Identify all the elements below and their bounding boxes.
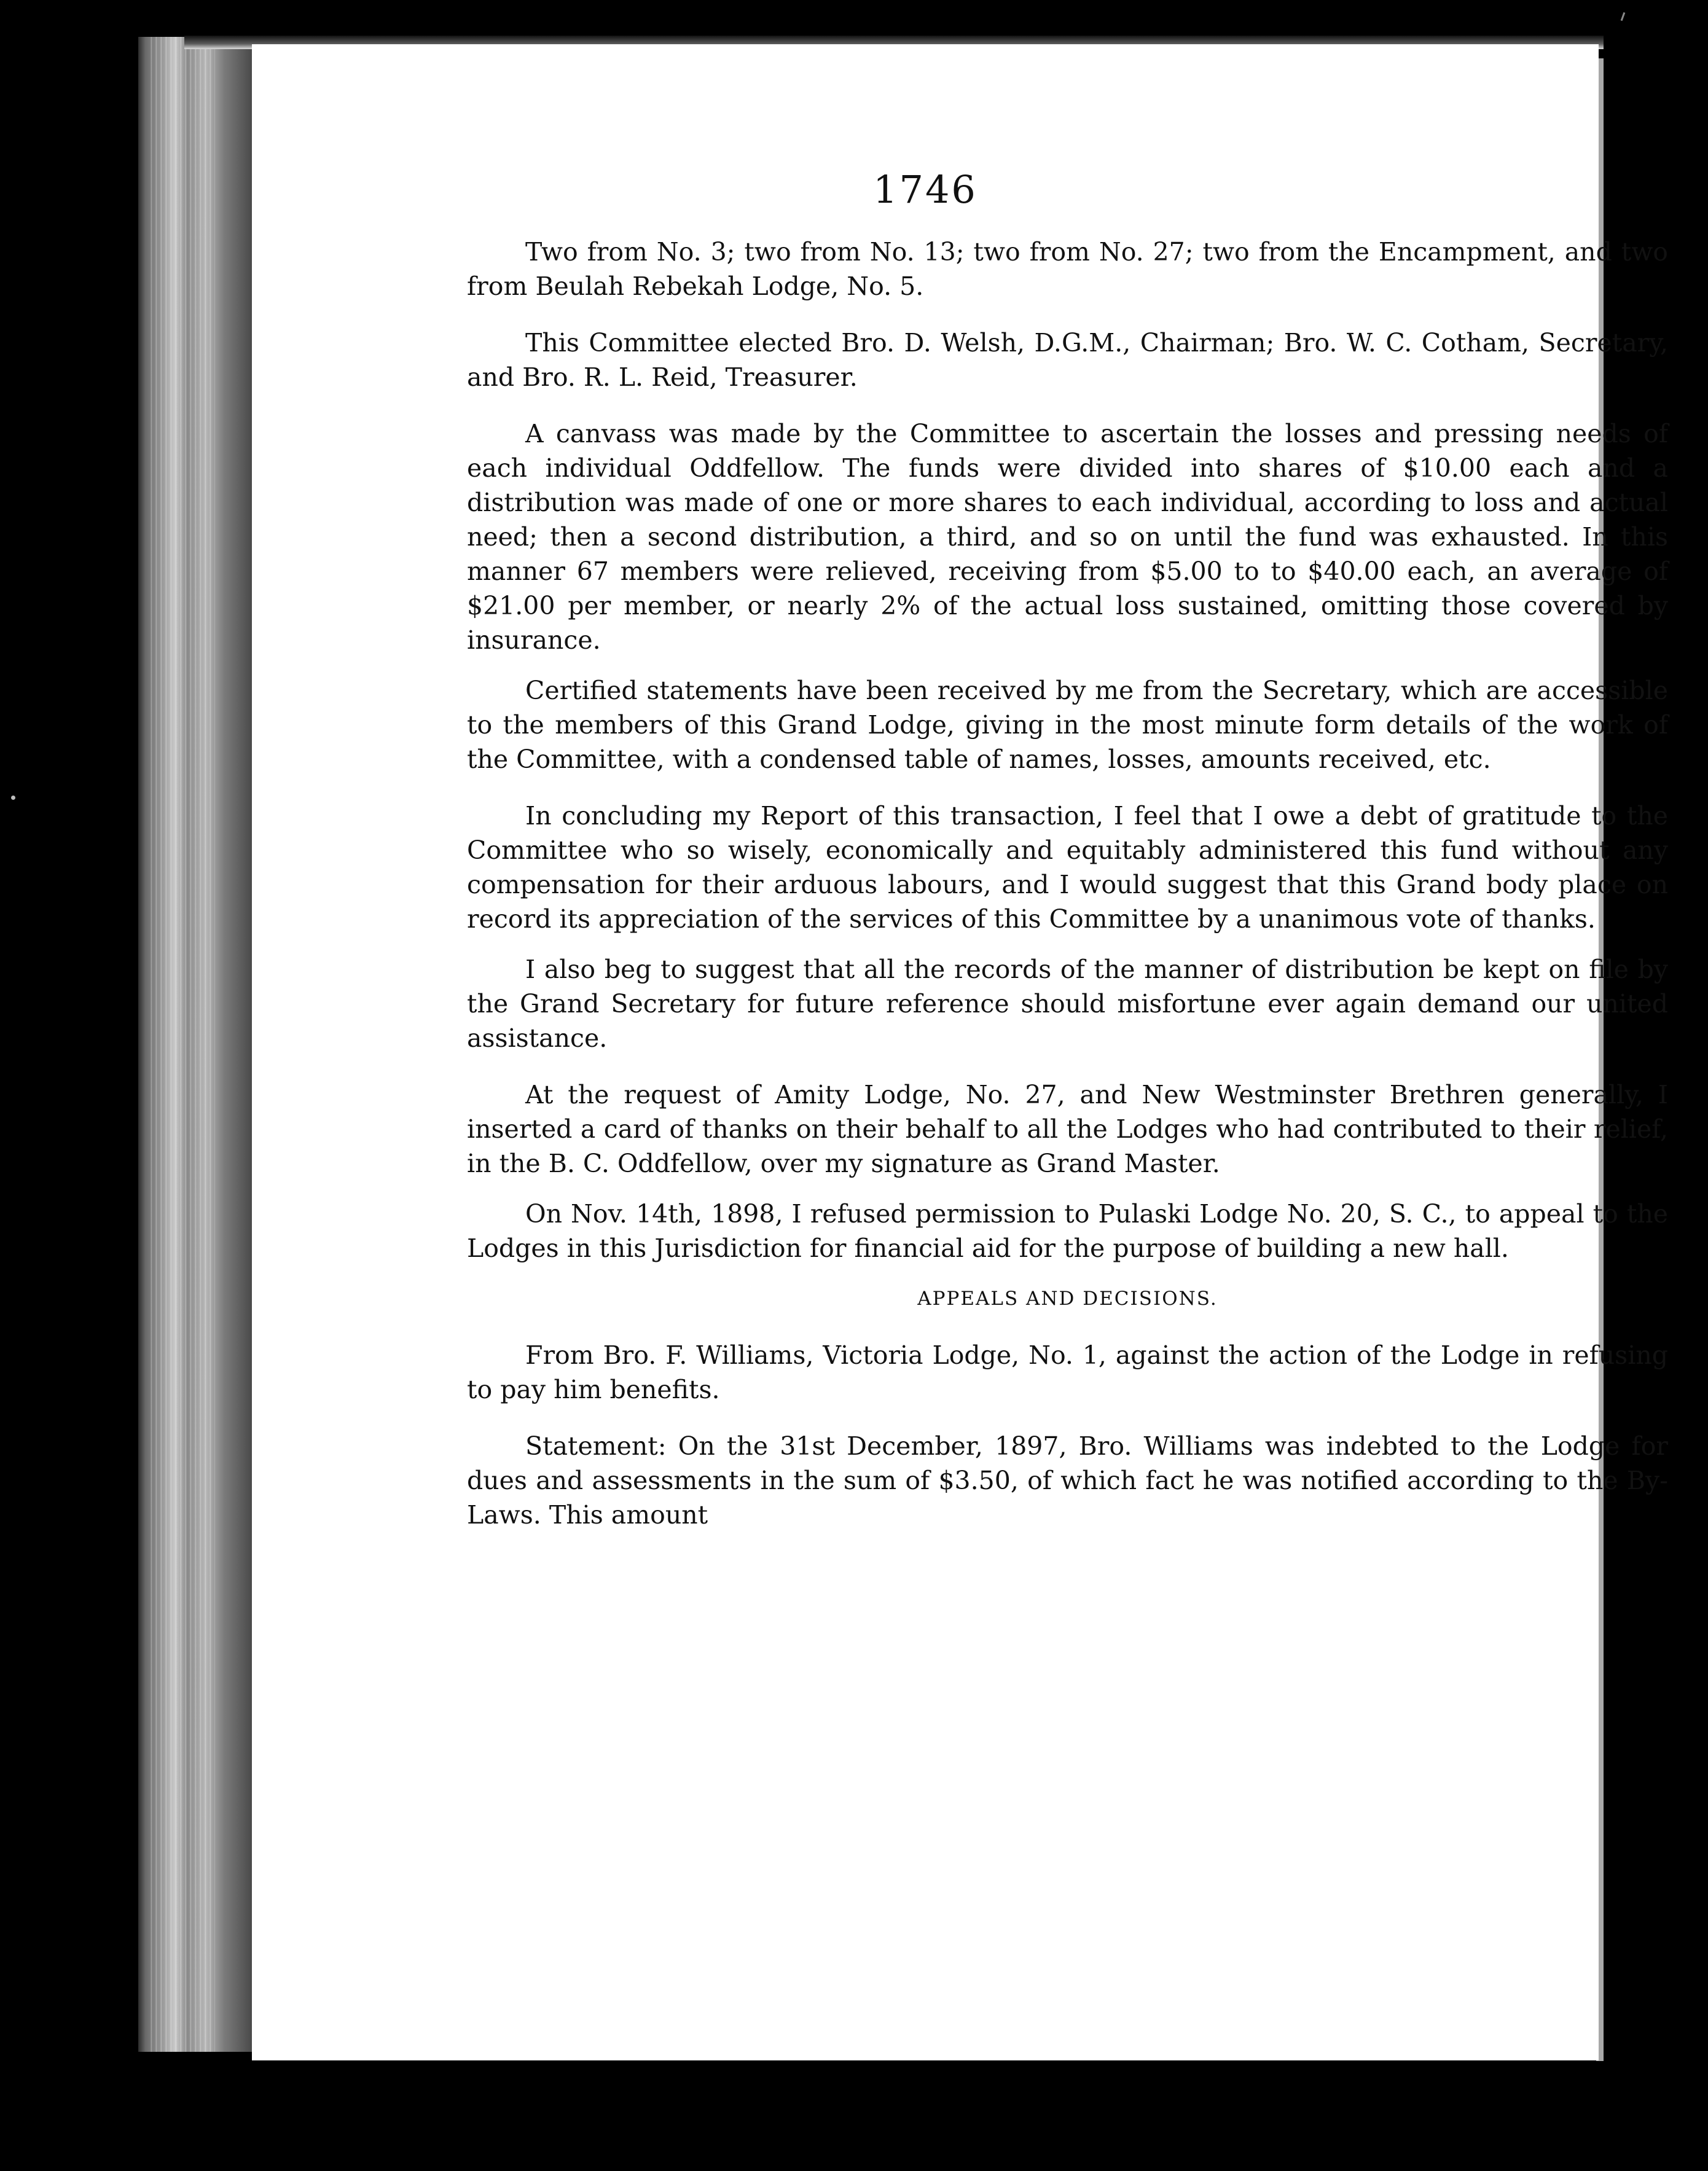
paragraph-committee-members: Two from No. 3; two from No. 13; two from No. 27; two from the Encampment, and two from Beulah Rebekah Lodge, No. 5.	[467, 237, 1668, 301]
paragraph-certified-statements: Certified statements have been received by me from the Secretary, which are accessible to the members of this Grand Lodge, giving in the most minute form details of the work of the Committee, with a condensed table of names, losses, amounts received, etc.	[467, 676, 1668, 774]
scan-artifact-dot	[11, 796, 15, 800]
paragraph-records-suggestion: I also beg to suggest that all the records of the manner of distribution be kept on file by the Grand Secretary for future reference should misfortune ever again demand our united assistance.	[467, 955, 1668, 1053]
page-body	[467, 235, 1668, 1554]
paragraph-statement: Statement: On the 31st December, 1897, Bro. Williams was indebted to the Lodge for dues and assessments in the sum of $3.50, of which fact he was notified according to the By-Laws. This amount	[467, 1431, 1668, 1530]
paragraph-pulaski-lodge: On Nov. 14th, 1898, I refused permission to Pulaski Lodge No. 20, S. C., to appeal to the Lodges in this Jurisdiction for financial aid for the purpose of building a new hall.	[467, 1199, 1668, 1263]
paragraph-card-of-thanks: At the request of Amity Lodge, No. 27, and New Westminster Brethren generally, I inserted a card of thanks on their behalf to all the Lodges who had contributed to their relief, in the B. C. Oddfellow, over my signature as Grand Master.	[467, 1080, 1668, 1178]
paragraph-canvass: A canvass was made by the Committee to ascertain the losses and pressing needs of each individual Oddfellow. The funds were divided into shares of $10.00 each and a distribution was made of one or more shares to each individual, according to loss and actual need; then a second distribution, a third, and so on until the fund was exhausted. In this manner 67 members were relieved, receiving from $5.00 to to $40.00 each, an average of $21.00 per member, or nearly 2% of the actual loss sustained, omitting those covered by insurance.	[467, 419, 1668, 655]
document-page	[252, 44, 1668, 2060]
page-number: 1746	[873, 167, 977, 212]
paragraph-gratitude: In concluding my Report of this transaction, I feel that I owe a debt of gratitude to the Committee who so wisely, economically and equitably administered this fund without any compensation for their arduous labours, and I would suggest that this Grand body place on record its appreciation of the services of this Committee by a unanimous vote of thanks.	[467, 801, 1668, 934]
section-heading: APPEALS AND DECISIONS.	[917, 1288, 1218, 1310]
book-page-edge-lines	[147, 37, 215, 2052]
paragraph-appeal-williams: From Bro. F. Williams, Victoria Lodge, No. 1, against the action of the Lodge in refusing to pay him benefits.	[467, 1340, 1668, 1404]
scan-artifact-mark	[1621, 12, 1626, 21]
paragraph-committee-officers: This Committee elected Bro. D. Welsh, D.G.M., Chairman; Bro. W. C. Cotham, Secretary, and Bro. R. L. Reid, Treasurer.	[467, 328, 1668, 392]
